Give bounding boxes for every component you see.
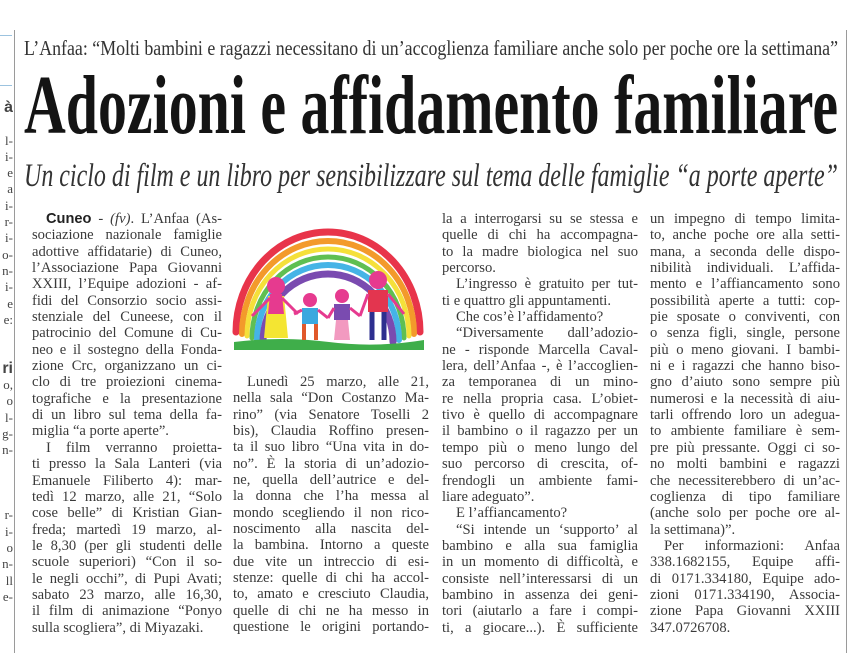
fragment-line: [0, 491, 13, 507]
text-line: to, amato e cresciuto Claudia,: [233, 586, 429, 603]
text-line: tempo più o meno lungo del: [442, 439, 638, 456]
text-line: I film verranno proietta-: [46, 439, 222, 456]
text-line: la settimana)”.: [650, 521, 736, 538]
fragment-line: e: [7, 295, 13, 311]
article-column-3: [442, 211, 638, 636]
text-line: bambino e alla sua famiglia: [442, 537, 638, 554]
fragment-line: a: [7, 181, 13, 197]
text-line: “Si intende un ‘supporto’ al: [456, 521, 638, 538]
text-line: XXIII, l’Equipe adozioni - af-: [32, 276, 222, 293]
dateline: Cuneo: [46, 211, 92, 227]
fragment-line: i-: [5, 230, 13, 246]
text-line: zioni 0171.334190, Associa-: [650, 586, 840, 603]
text-line: liare adeguato”.: [442, 488, 535, 505]
fragment-line: l-: [5, 409, 13, 425]
text-line: E l’affiancamento?: [456, 505, 568, 522]
fragment-line: à: [4, 100, 13, 116]
lead-line: [32, 211, 222, 227]
article-column-4: [650, 211, 840, 636]
text-line: freda; martedì 19 marzo, al-: [32, 521, 222, 538]
fragment-line: o: [6, 393, 13, 409]
text-line: le negli occhi”, di Pupi Avati;: [32, 570, 222, 587]
text-line: no”. È la storia di un’adozio-: [233, 455, 429, 472]
column-divider: [846, 30, 847, 653]
text-line: ti e quattro gli appuntamenti.: [442, 292, 612, 309]
text-line: in un momento di difficoltà, e: [442, 554, 638, 571]
text-line: adottive affidatarie) di Cuneo,: [32, 243, 222, 260]
text-line: il film di animazione “Ponyo: [32, 603, 222, 620]
text-line: la donna che l’ha messa al: [233, 488, 429, 505]
text-line: za temporanea di un mino-: [442, 374, 638, 391]
text-line: zione Crc, organizzano un ci-: [32, 358, 222, 375]
headline: [24, 59, 839, 152]
text-line: il bambino o il ragazzo per un: [442, 423, 638, 440]
text-line: 338.1682155, Equipe affi-: [650, 554, 840, 571]
fragment-line: n-: [2, 262, 13, 278]
fragment-line: e: [7, 165, 13, 181]
text-line: sociazione nazionale famiglie: [32, 227, 222, 244]
text-line: ti presso la Sala Lanteri (via: [32, 456, 222, 473]
text-line: tedì 12 marzo, alle 21, “Solo: [32, 488, 222, 505]
text-line: gno d’aiuto sono sempre più: [650, 374, 840, 391]
fragment-line: [0, 344, 13, 360]
fragment-line: [0, 116, 13, 132]
text-line: no molti bambini e ragazzi: [650, 456, 840, 473]
fragment-line: g-: [2, 425, 13, 441]
text-line: pie sposate o conviventi, con: [650, 309, 840, 326]
text-line: quelle di chi ne ha messo in: [233, 602, 429, 619]
first-line-rest: . L’Anfaa (As-: [130, 211, 222, 227]
text-line: frendogli un ambiente fami-: [442, 472, 638, 489]
fragment-line: l-: [5, 132, 13, 148]
text-line: sabato 23 marzo, alle 16,30,: [32, 586, 222, 603]
text-line: bambino in assenza dei geni-: [442, 586, 638, 603]
text-line: 347.0726708.: [650, 619, 731, 636]
text-line: nella sala “Don Costanzo Ma-: [233, 390, 429, 407]
fragment-line: ll: [5, 572, 13, 588]
fragment-line: o-: [2, 246, 13, 262]
text-line: o senza figli, single, persone: [650, 325, 840, 342]
text-line: più o meno giovani. I bambi-: [650, 341, 840, 358]
dateline-sep: -: [91, 211, 111, 227]
text-line: Che cos’è l’affidamento?: [456, 309, 604, 326]
byline: (fv): [110, 211, 131, 227]
column-divider: [14, 30, 15, 653]
text-line: possibilità aperte a tutti: cop-: [650, 292, 840, 309]
text-line: di 0171.334180, Equipe ado-: [650, 570, 840, 587]
article-column-1: [32, 211, 222, 636]
text-line: stenze: quelle di chi ha accol-: [233, 570, 429, 587]
subheadline: [24, 160, 838, 193]
kicker: [24, 36, 838, 61]
text-line: fidi del Consorzio socio assi-: [32, 292, 222, 309]
text-line: mondo scegliendo il non rico-: [233, 504, 429, 521]
text-line: patrocinio del Comune di Cu-: [32, 325, 222, 342]
text-line: coglienza di tipo familiare: [650, 488, 840, 505]
text-line: clo di tre proiezioni cinema-: [32, 374, 222, 391]
text-line: l’Associazione Papa Giovanni: [32, 260, 222, 277]
text-line: ne, quella dell’autrice e del-: [233, 472, 429, 489]
left-strip-rule: [0, 85, 12, 86]
left-strip-rule: [0, 35, 12, 36]
text-line: ni e i ragazzi che hanno biso-: [650, 358, 840, 375]
text-line: bis), Claudia Roffino presen-: [233, 423, 429, 440]
text-line: rino” (via Senatore Toselli 2: [233, 406, 429, 423]
text-line: noscimento alla nascita del-: [233, 521, 429, 538]
text-line: la a interrogarsi su se stessa e: [442, 211, 638, 227]
text-line: percorso.: [442, 260, 496, 277]
text-line: un impegno di tempo limita-: [650, 211, 840, 227]
text-line: Emanuele Filiberto 4): mar-: [32, 472, 222, 489]
fragment-line: e-: [2, 588, 13, 604]
fragment-line: o,: [3, 377, 13, 393]
text-line: (anche solo per poche ore al-: [650, 505, 840, 522]
text-line: stenziale del Cuneese, con il: [32, 309, 222, 326]
text-line: re nella propria casa. L’obiet-: [442, 390, 638, 407]
text-line: Per informazioni: Anfaa: [664, 537, 840, 554]
text-line: lera, dell’Anfaa -, è l’accoglien-: [442, 358, 638, 375]
text-line: scuole superiori) “Con il so-: [32, 554, 222, 571]
text-line: Lunedì 25 marzo, alle 21,: [247, 374, 429, 390]
text-line: mento e l’affiancamento sono: [650, 276, 840, 293]
fragment-line: i-: [5, 148, 13, 164]
fragment-line: n-: [2, 556, 13, 572]
fragment-line: ri: [2, 359, 13, 377]
text-line: “Diversamente dall’adozio-: [456, 325, 638, 342]
text-line: tivo è quello di accompagnare: [442, 407, 638, 424]
text-line: to ambiente familiare è sem-: [650, 423, 840, 440]
text-line: neo e il sostegno della Fonda-: [32, 341, 222, 358]
fragment-line: [0, 475, 13, 491]
text-line: to la madre biologica nel suo: [442, 243, 638, 260]
text-line: numerosi e la necessità di aiu-: [650, 390, 840, 407]
text-line: L’ingresso è gratuito per tut-: [456, 276, 638, 293]
text-line: nibilità individuali. L’affida-: [650, 260, 840, 277]
text-line: to, anche poche ore alla setti-: [650, 227, 840, 244]
text-line: questione le origini portando-: [233, 619, 429, 636]
headline-text: Adozioni e affidamento familiare: [24, 59, 839, 152]
fragment-line: i-: [5, 197, 13, 213]
fragment-line: i-: [5, 523, 13, 539]
text-line: cose belle” di Kristian Gian-: [32, 505, 222, 522]
text-line: la bambina. Intorno a queste: [233, 537, 429, 554]
fragment-line: n-: [2, 442, 13, 458]
subheadline-text: Un ciclo di film e un libro per sensibilizzare sul tema delle famiglie “a porte aperte”: [24, 158, 838, 194]
text-line: tarli offrendo loro un adegua-: [650, 407, 840, 424]
fragment-line: [0, 459, 13, 475]
text-line: suo percorso di crescita, of-: [442, 456, 638, 473]
text-line: le 8,30 (per gli studenti delle: [32, 537, 222, 554]
adjacent-article-fragment: [0, 100, 13, 605]
fragment-line: i-: [5, 279, 13, 295]
text-line: quelle di chi ha accompagna-: [442, 227, 638, 244]
text-line: sulla scogliera”, di Miyazaki.: [32, 619, 204, 636]
text-line: ta il suo libro “Una vita in do-: [233, 439, 429, 456]
text-line: mana, a seconda delle dispo-: [650, 243, 840, 260]
article-column-2: [233, 374, 429, 636]
text-line: tografiche e la presentazione: [32, 390, 222, 407]
fragment-line: e:: [3, 311, 13, 327]
text-line: pre più pressante. Oggi ci so-: [650, 439, 840, 456]
children-drawing-illustration: [232, 214, 426, 358]
text-line: consiste nell’interessarsi di un: [442, 570, 638, 587]
text-line: di un libro sul tema della fa-: [32, 407, 222, 424]
text-line: miglia “a porte aperte”.: [32, 423, 169, 440]
text-line: ne - risponde Marcella Caval-: [442, 341, 638, 358]
kicker-text: L’Anfaa: “Molti bambini e ragazzi necessitano di un’accoglienza familiare anche solo per poche ore la settimana”: [24, 36, 839, 60]
text-line: zione Papa Giovanni XXIII: [650, 603, 840, 620]
text-line: due vite un intreccio di esi-: [233, 553, 429, 570]
text-line: che necessiterebbero di un’ac-: [650, 472, 840, 489]
fragment-line: r-: [4, 507, 13, 523]
fragment-line: [0, 328, 13, 344]
fragment-line: o: [6, 540, 13, 556]
text-line: ti, a giocare...). È sufficiente: [442, 619, 638, 636]
text-line: tori (aiutarlo a fare i compi-: [442, 603, 638, 620]
fragment-line: r-: [4, 214, 13, 230]
